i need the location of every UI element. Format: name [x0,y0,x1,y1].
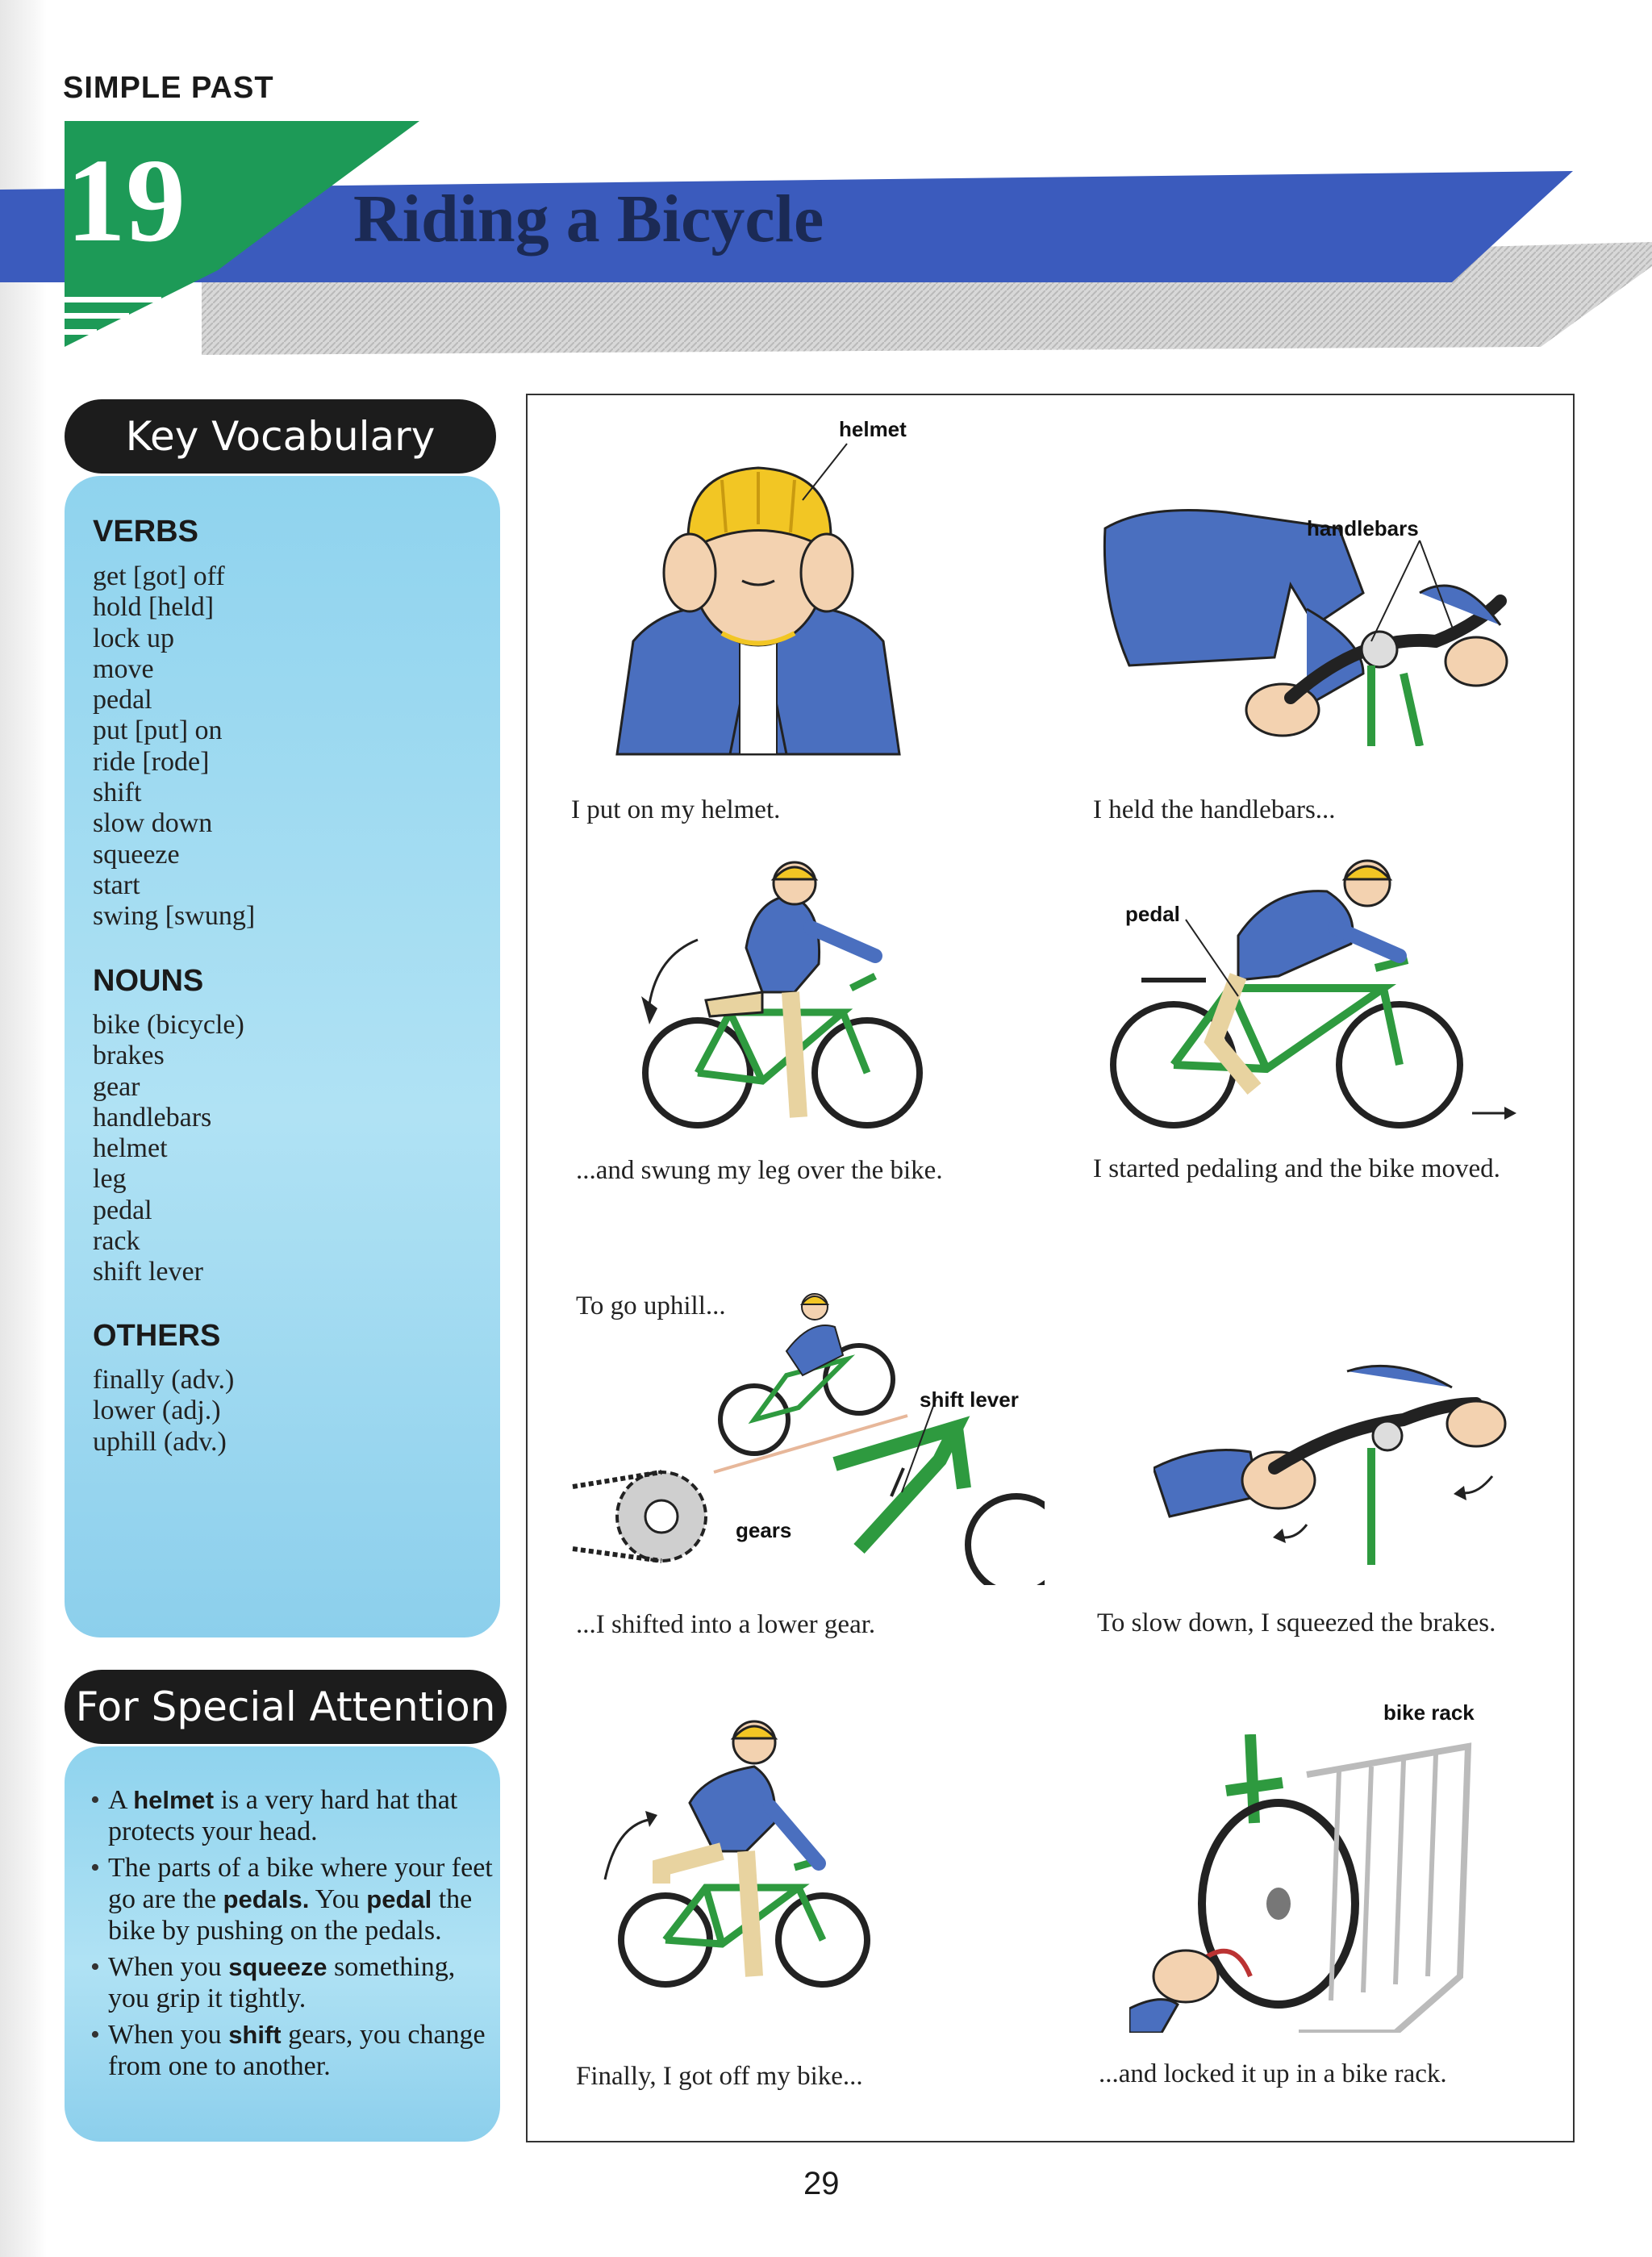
caption-5: ...I shifted into a lower gear. [576,1610,876,1639]
bike-rack-illustration [1129,1734,1476,2033]
caption-8: ...and locked it up in a bike rack. [1099,2059,1447,2088]
vocab-item: helmet [93,1133,168,1164]
caption-6: To slow down, I squeezed the brakes. [1097,1608,1496,1637]
caption-2: I held the handlebars... [1093,795,1336,824]
vocab-item: put [put] on [93,715,223,746]
vocab-item: pedal [93,685,152,715]
caption-3: ...and swung my leg over the bike. [576,1156,943,1185]
section-label: SIMPLE PAST [63,71,274,105]
vocab-item: uphill (adv.) [93,1426,227,1457]
vocab-item: slow down [93,808,213,839]
vocab-item: start [93,870,140,900]
note-item: • A helmet is a very hard hat that protects your head. [89,1784,496,1847]
helmet-illustration [601,440,916,758]
nouns-list [93,1010,244,1288]
vocab-item: lower (adj.) [93,1396,221,1426]
note-item: • When you shift gears, you change from one to another. [89,2019,496,2082]
label-pedal: pedal [1125,902,1180,926]
vocab-item: leg [93,1164,127,1195]
special-attention-list [89,1784,496,2087]
helmet-pointer [799,440,863,504]
vocab-item: pedal [93,1195,152,1225]
vocab-item: move [93,653,154,684]
verbs-list [93,561,255,932]
vocab-item: handlebars [93,1102,212,1133]
pedaling-illustration [1093,847,1521,1129]
key-vocabulary-heading: Key Vocabulary [65,399,496,474]
pedal-pointer [1182,916,1246,1004]
vocab-item: brakes [93,1041,165,1071]
caption-1: I put on my helmet. [571,795,781,824]
caption-5-top: To go uphill... [576,1291,726,1320]
get-off-illustration [601,1710,883,1988]
brakes-illustration [1153,1355,1525,1565]
vocab-item: shift [93,778,142,808]
nouns-heading: NOUNS [93,964,204,998]
label-helmet: helmet [839,417,907,441]
vocab-item: squeeze [93,839,180,870]
vocab-item: get [got] off [93,561,225,591]
vocab-item: finally (adv.) [93,1365,235,1395]
label-handlebars: handlebars [1307,516,1419,540]
lesson-number: 19 [66,135,186,267]
special-attention-heading: For Special Attention [65,1670,507,1744]
vocab-item: bike (bicycle) [93,1010,244,1040]
label-bike-rack: bike rack [1383,1700,1475,1725]
note-item: • When you squeeze something, you grip it tightly. [89,1951,496,2014]
vocab-item: lock up [93,623,175,653]
vocab-item: ride [rode] [93,746,210,777]
caption-4: I started pedaling and the bike moved. [1093,1154,1500,1183]
swing-leg-illustration [633,851,932,1137]
vocab-item: gear [93,1071,140,1102]
verbs-heading: VERBS [93,515,198,549]
uphill-gears-illustration [569,1279,1045,1585]
page-number: 29 [803,2166,840,2201]
caption-7: Finally, I got off my bike... [576,2062,863,2091]
vocab-item: swing [swung] [93,901,256,932]
note-item: • The parts of a bike where your feet go are the pedals. You pedal the bike by pushing on the pedals. [89,1852,496,1946]
handlebars-pointer [1343,536,1464,657]
label-shift-lever: shift lever [920,1387,1019,1412]
lesson-title: Riding a Bicycle [353,181,824,257]
others-list [93,1365,234,1458]
vocab-item: rack [93,1226,140,1257]
label-gears: gears [736,1518,792,1542]
vocab-item: hold [held] [93,592,215,623]
title-banner [0,97,1652,363]
vocab-item: shift lever [93,1257,203,1287]
others-heading: OTHERS [93,1319,221,1353]
